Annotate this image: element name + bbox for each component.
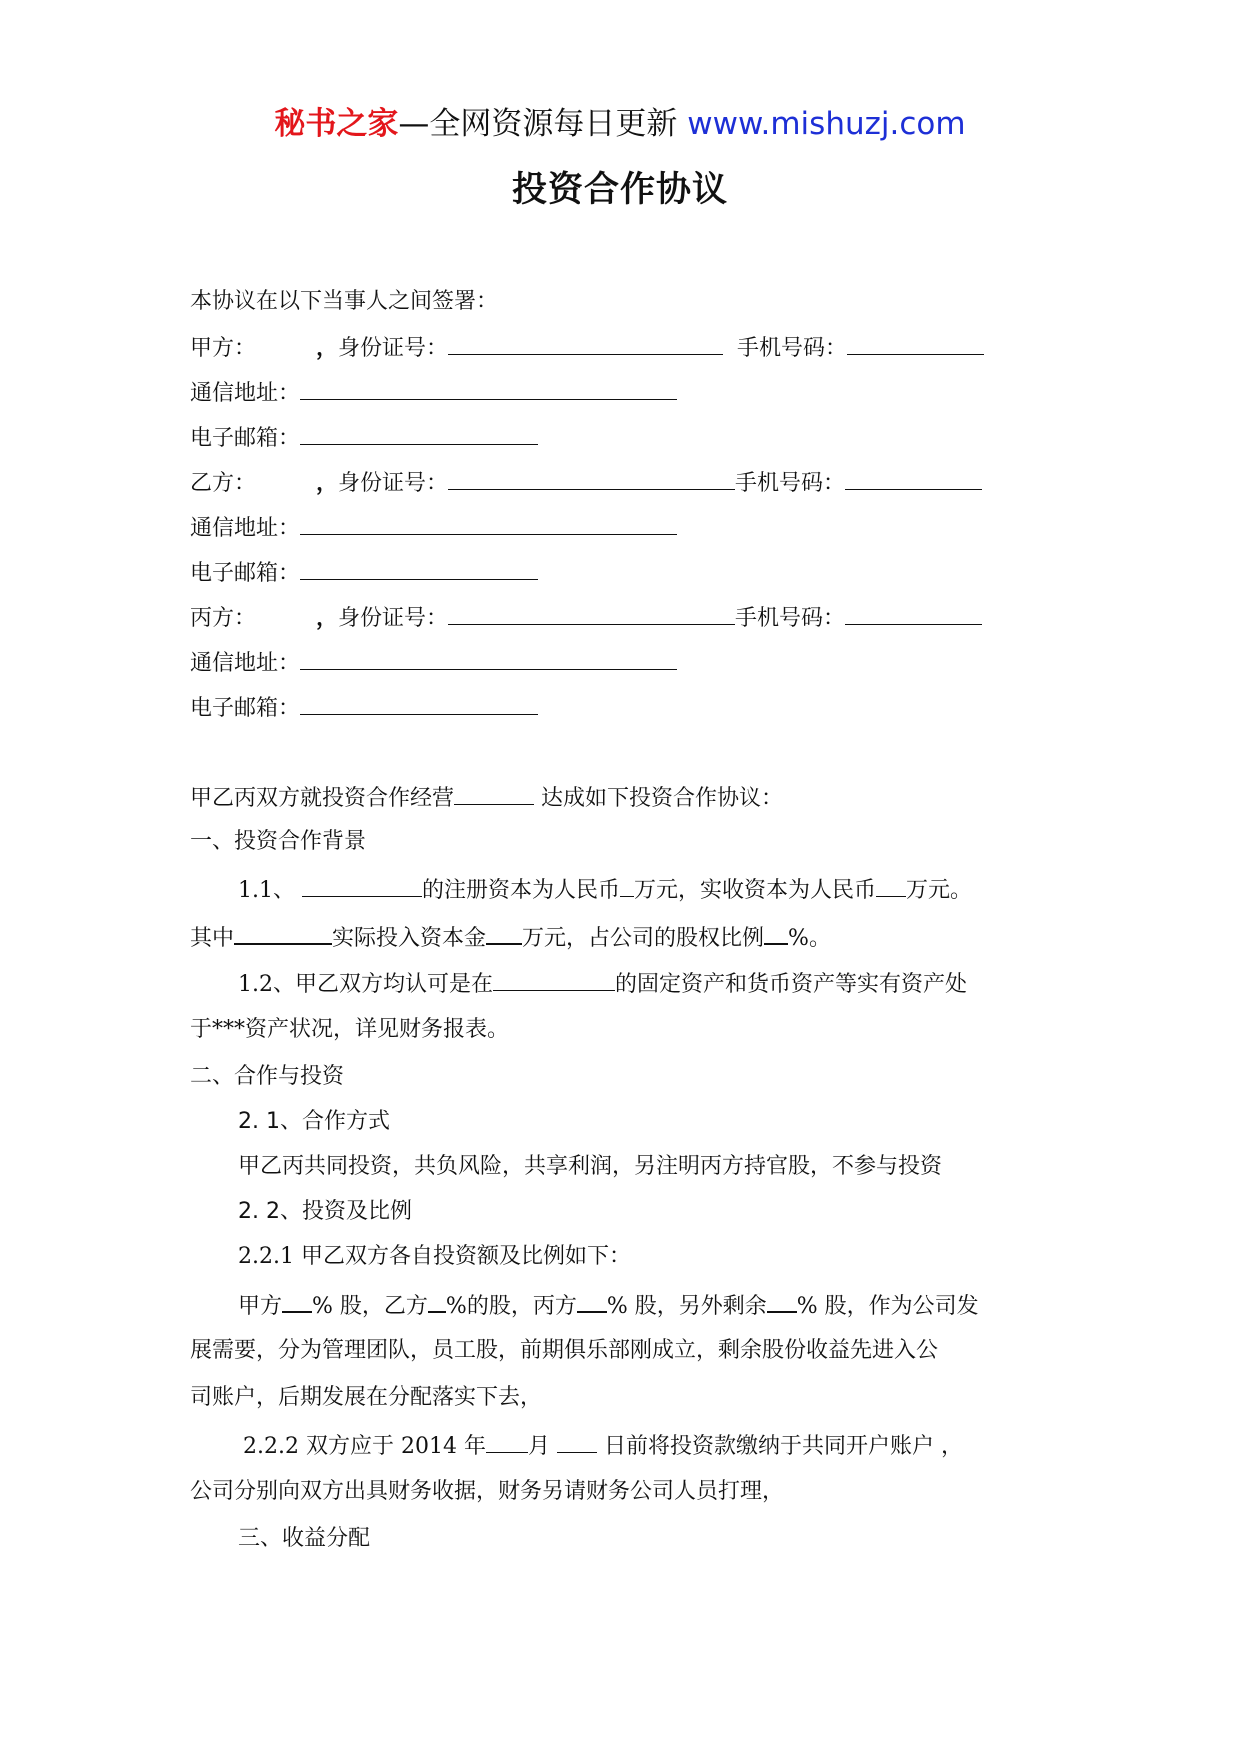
capital-amount-blank[interactable]	[486, 921, 522, 945]
email-blank[interactable]	[300, 422, 538, 445]
slogan: —全网资源每日更新	[398, 106, 678, 142]
section-2-heading: 二、合作与投资	[190, 1064, 345, 1089]
clause-text: 日前将投资款缴纳于共同开户账户 ，	[596, 1434, 963, 1459]
email-blank[interactable]	[300, 557, 538, 580]
clause-text: 月	[527, 1434, 557, 1459]
clause-text: 万元。	[906, 878, 973, 903]
site-link[interactable]: www.mishuzj.com	[687, 106, 966, 142]
id-blank[interactable]	[448, 332, 723, 355]
party-a-line	[190, 332, 984, 364]
preamble-line	[190, 782, 783, 814]
party-c-label: 丙方：	[190, 606, 257, 631]
address-label: 通信地址：	[190, 651, 301, 676]
id-label: 身份证号：	[338, 606, 449, 631]
address-blank[interactable]	[300, 647, 677, 670]
party-a-share-blank[interactable]	[282, 1289, 312, 1313]
clause-text: % 股，乙方	[312, 1294, 428, 1319]
brand-name: 秘书之家	[274, 106, 399, 142]
comma: ，	[316, 605, 339, 631]
party-c-email-line	[190, 692, 538, 724]
section-3-heading: 三、收益分配	[238, 1526, 371, 1551]
party-c-line	[190, 602, 982, 634]
clause-text: 甲方	[238, 1294, 283, 1319]
party-a-address-line	[190, 377, 677, 409]
clause-text: 实际投入资本金	[332, 926, 487, 951]
address-label: 通信地址：	[190, 516, 301, 541]
equity-ratio-blank[interactable]	[764, 921, 788, 945]
party-b-email-line	[190, 557, 538, 589]
clause-2-2-2-cont: 公司分别向双方出具财务收据，财务另请财务公司人员打理，	[190, 1479, 785, 1504]
subsection-2-2: 2. 2、投资及比例	[238, 1199, 412, 1224]
clause-1-1-cont	[190, 921, 831, 954]
phone-blank[interactable]	[845, 602, 982, 625]
clause-text: 1.2、甲乙双方均认可是在	[238, 972, 493, 997]
share-ratio-line	[238, 1289, 979, 1322]
id-blank[interactable]	[448, 602, 735, 625]
comma: ，	[316, 335, 339, 361]
clause-text: 的固定资产和货币资产等实有资产处	[615, 972, 968, 997]
party-b-address-line	[190, 512, 677, 544]
party-c-address-line	[190, 647, 677, 679]
party-b-label: 乙方：	[190, 471, 257, 496]
preamble-text: 甲乙丙双方就投资合作经营	[190, 786, 455, 811]
phone-label: 手机号码：	[735, 606, 846, 631]
party-b-line	[190, 467, 982, 499]
site-header	[0, 104, 1240, 144]
address-blank[interactable]	[300, 512, 677, 535]
clause-text: 的注册资本为人民币	[421, 878, 620, 903]
section-1-heading: 一、投资合作背景	[190, 829, 367, 854]
clause-2-2-2	[243, 1430, 963, 1462]
share-ratio-line-2: 展需要，分为管理团队，员工股，前期俱乐部刚成立，剩余股份收益先进入公	[190, 1338, 939, 1363]
document-title: 投资合作协议	[511, 170, 728, 210]
company-blank[interactable]	[302, 874, 422, 897]
clause-1-1	[238, 874, 972, 906]
preamble-text-end: 达成如下投资合作协议：	[534, 786, 784, 811]
clause-text: 2.2.2 双方应于 2014 年	[243, 1434, 486, 1459]
party-b-share-blank[interactable]	[428, 1289, 446, 1313]
id-label: 身份证号：	[338, 336, 449, 361]
phone-blank[interactable]	[845, 467, 982, 490]
intro-line: 本协议在以下当事人之间签署：	[190, 289, 499, 314]
subsection-2-1-text: 甲乙丙共同投资，共负风险，共享利润，另注明丙方持官股，不参与投资	[238, 1154, 943, 1179]
phone-label: 手机号码：	[735, 471, 846, 496]
clause-text: 万元，占公司的股权比例	[522, 926, 765, 951]
clause-text: % 股，另外剩余	[606, 1294, 767, 1319]
id-blank[interactable]	[448, 467, 735, 490]
address-blank[interactable]	[300, 377, 677, 400]
paid-capital-blank[interactable]	[876, 874, 906, 897]
phone-blank[interactable]	[847, 332, 984, 355]
email-label: 电子邮箱：	[190, 426, 301, 451]
investor-blank[interactable]	[234, 921, 332, 945]
party-a-label: 甲方：	[190, 336, 257, 361]
day-blank[interactable]	[557, 1430, 597, 1453]
share-ratio-line-3: 司账户，后期发展在分配落实下去，	[190, 1385, 543, 1410]
clause-text: 万元，实收资本为人民币	[634, 878, 877, 903]
party-a-email-line	[190, 422, 538, 454]
month-blank[interactable]	[486, 1430, 528, 1453]
clause-text: %。	[788, 926, 831, 951]
clause-1-2-cont: 于***资产状况，详见财务报表。	[190, 1017, 510, 1042]
email-label: 电子邮箱：	[190, 561, 301, 586]
business-blank[interactable]	[454, 782, 534, 805]
registered-capital-blank[interactable]	[620, 874, 634, 897]
subsection-2-1: 2. 1、合作方式	[238, 1109, 390, 1134]
party-c-share-blank[interactable]	[577, 1289, 607, 1313]
clause-text: % 股，作为公司发	[796, 1294, 979, 1319]
comma: ，	[316, 470, 339, 496]
email-label: 电子邮箱：	[190, 696, 301, 721]
email-blank[interactable]	[300, 692, 538, 715]
clause-2-2-1: 2.2.1 甲乙双方各自投资额及比例如下：	[238, 1244, 631, 1269]
address-label: 通信地址：	[190, 381, 301, 406]
clause-text: %的股，丙方	[445, 1294, 577, 1319]
remaining-share-blank[interactable]	[767, 1289, 797, 1313]
clause-1-2	[238, 968, 967, 1000]
clause-number: 1.1、	[238, 878, 302, 903]
id-label: 身份证号：	[338, 471, 449, 496]
asset-owner-blank[interactable]	[493, 968, 615, 991]
phone-label: 手机号码：	[737, 336, 848, 361]
clause-text: 其中	[190, 926, 235, 951]
